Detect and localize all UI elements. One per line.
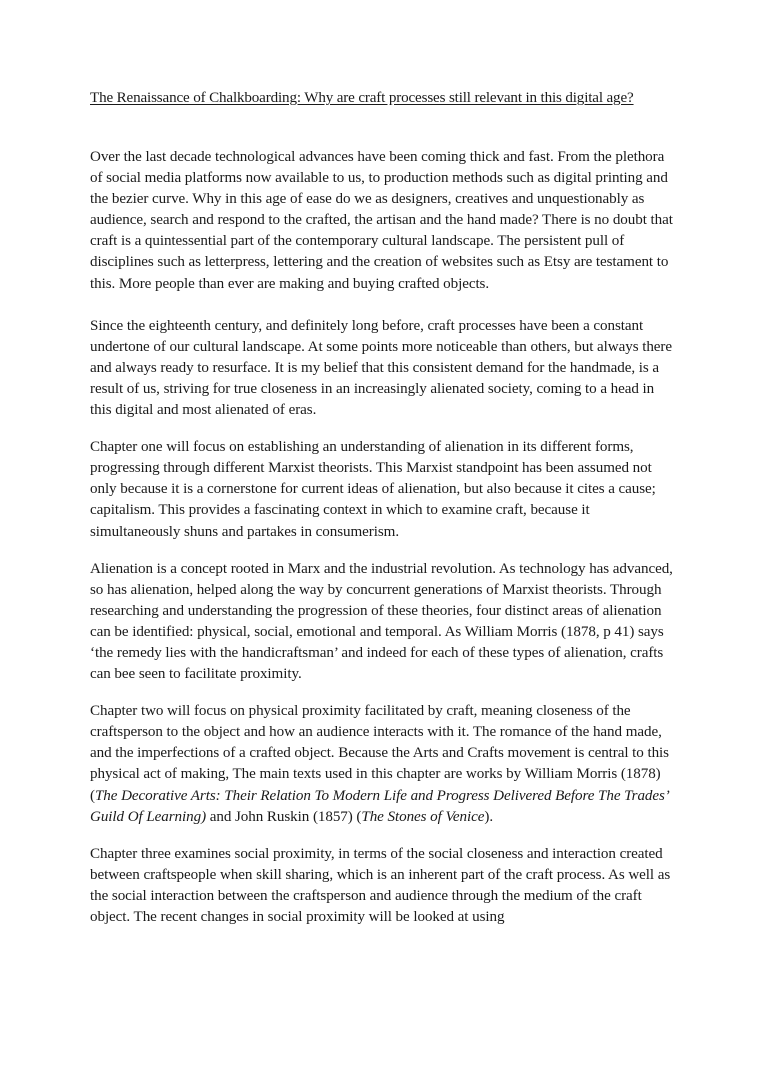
paragraph-alienation: Alienation is a concept rooted in Marx and the industrial revolution. As technology has advanced, so has alienation, helped along the way by concurrent generations of Marxist theorists. Through researching and understanding the progression of these theories, four distinct areas of alienation can be identified: physical, social, emotional and temporal. As William Morris (1878, p 41) says ‘the remedy lies with the handicraftsman’ and indeed for each of these types of alienation, crafts can bee seen to facilitate proximity.	[90, 560, 673, 683]
paragraph-text-run: ).	[484, 808, 494, 825]
paragraph-spacer	[90, 421, 679, 437]
document-body	[90, 88, 679, 928]
paragraph-chapter-one: Chapter one will focus on establishing an understanding of alienation in its different forms, progressing through different Marxist theorists. This Marxist standpoint has been assumed not only because it is a cornerstone for current ideas of alienation, but also because it cites a cause; capitalism. This provides a fascinating context in which to examine craft, because it simultaneously shuns and partakes in consumerism.	[90, 439, 656, 540]
paragraph-intro: Over the last decade technological advances have been coming thick and fast. From the plethora of social media platforms now available to us, to production methods such as digital printing and the bezier curve. Why in this age of ease do we as designers, creatives and unquestionably as audience, search and respond to the crafted, the artisan and the hand made? There is no doubt that craft is a quintessential part of the contemporary cultural landscape. The persistent pull of disciplines such as letterpress, lettering and the creation of websites such as Etsy are testament to this. More people than ever are making and buying crafted objects.	[90, 149, 673, 292]
paragraph-spacer	[90, 685, 679, 701]
paragraph-history: Since the eighteenth century, and definitely long before, craft processes have been a constant undertone of our cultural landscape. At some points more noticeable than others, but always there and always ready to resurface. It is my belief that this consistent demand for the handmade, is a result of us, striving for true closeness in an increasingly alienated society, coming to a head in this digital and most alienated of eras.	[90, 317, 672, 419]
title-spacer	[90, 109, 679, 147]
cited-work-title: The Decorative Arts: Their Relation To Modern Life and Progress Delivered Before The Trades’ Guild Of Learning)	[90, 787, 669, 825]
cited-work-title: The Stones of Venice	[361, 808, 485, 825]
paragraph-chapter-two	[90, 701, 679, 828]
paragraph-spacer	[90, 543, 679, 559]
document-title: The Renaissance of Chalkboarding: Why are craft processes still relevant in this digital age?	[90, 90, 634, 106]
paragraph-spacer	[90, 828, 679, 844]
paragraph-spacer	[90, 295, 679, 316]
paragraph-chapter-three: Chapter three examines social proximity, in terms of the social closeness and interaction created between craftspeople when skill sharing, which is an inherent part of the craft process. As well as the social interaction between the craftsperson and audience through the medium of the craft object. The recent changes in social proximity will be looked at using	[90, 845, 671, 925]
paragraph-text-run: and John Ruskin (1857) (	[206, 808, 362, 825]
paragraph-text-run: Chapter two will focus on physical proximity facilitated by craft, meaning closeness of the craftsperson to the object and how an audience interacts with it. The romance of the hand made, and the imperfections of a crafted object. Because the Arts and Crafts movement is central to this physical act of making, The main texts used in this chapter are works by William Morris (1878) (	[90, 703, 669, 804]
